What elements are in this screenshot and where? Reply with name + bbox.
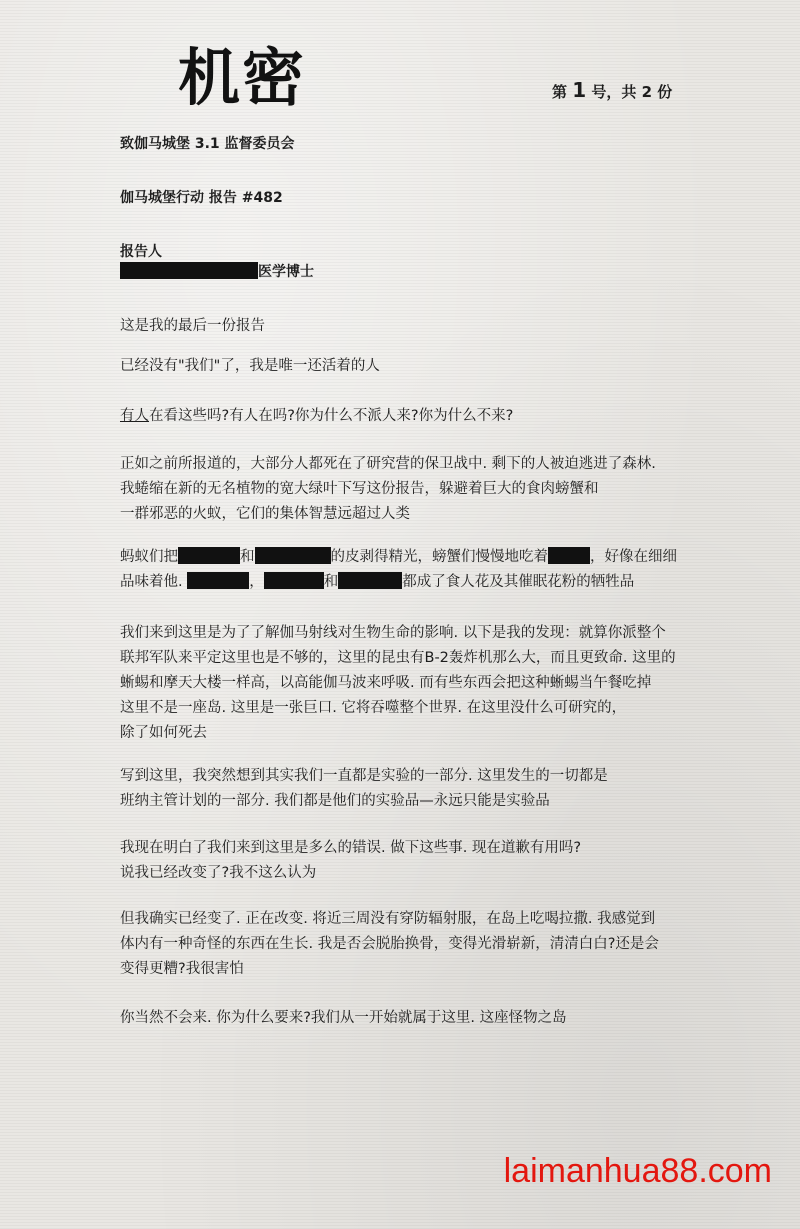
- paragraph-line: 但我确实已经变了. 正在改变. 将近三周没有穿防辐射服，在岛上吃喝拉撒. 我感觉到: [120, 911, 656, 927]
- redaction-bar: [178, 547, 240, 564]
- redaction-bar: [255, 547, 331, 564]
- paragraph-line: 这里不是一座岛. 这里是一张巨口. 它将吞噬整个世界. 在这里没什么可研究的，: [120, 700, 627, 716]
- paragraph-line: 正如之前所报道的，大部分人都死在了研究营的保卫战中. 剩下的人被迫逃进了森林.: [120, 456, 656, 472]
- text-fragment: 和: [323, 574, 339, 590]
- paragraph-line: [120, 545, 700, 570]
- paragraph-line: 变得更糟?我很害怕: [120, 961, 244, 977]
- paragraph-9: [120, 907, 700, 982]
- memo-to: 致伽马城堡 3.1 监督委员会: [120, 136, 295, 152]
- paragraph-3: [120, 404, 700, 429]
- redaction-bar: [264, 572, 324, 589]
- redaction-bar: [120, 262, 258, 279]
- paragraph-line: 班纳主管计划的一部分. 我们都是他们的实验品—永远只能是实验品: [120, 793, 550, 809]
- paragraph-line: 蜥蜴和摩天大楼一样高，以高能伽马波来呼吸. 而有些东西会把这种蜥蜴当午餐吃掉: [120, 675, 652, 691]
- paragraph-line: 我们来到这里是为了了解伽马射线对生物生命的影响. 以下是我的发现：就算你派整个: [120, 625, 666, 641]
- copy-prefix: 第: [552, 83, 568, 101]
- redaction-bar: [187, 572, 249, 589]
- paragraph-5: [120, 545, 700, 595]
- paragraph-1: 这是我的最后一份报告: [120, 318, 265, 334]
- paragraph-4: [120, 452, 700, 527]
- reporter-title: 医学博士: [258, 264, 314, 280]
- text-fragment: ，好像在细细: [590, 549, 677, 565]
- paragraph-3-text: 在看这些吗?有人在吗?你为什么不派人来?你为什么不来?: [149, 408, 514, 424]
- copy-number-value: 1: [572, 78, 587, 102]
- text-fragment: 都成了食人花及其催眠花粉的牺牲品: [402, 574, 635, 590]
- reporter-label: 报告人: [120, 244, 162, 260]
- underlined-text: 有人: [120, 408, 149, 424]
- redaction-bar: [548, 547, 590, 564]
- paragraph-line: 说我已经改变了?我不这么认为: [120, 865, 317, 881]
- copy-suffix: 号，共 2 份: [591, 83, 673, 101]
- paragraph-7: [120, 764, 700, 814]
- text-fragment: ，: [249, 574, 264, 590]
- paragraph-line: 联邦军队来平定这里也是不够的，这里的昆虫有B-2轰炸机那么大，而且更致命. 这里的: [120, 650, 676, 666]
- paragraph-8: [120, 836, 700, 886]
- paragraph-line: 我现在明白了我们来到这里是多么的错误. 做下这些事. 现在道歉有用吗?: [120, 840, 582, 856]
- paragraph-6: [120, 621, 700, 746]
- text-fragment: 蚂蚁们把: [120, 549, 178, 565]
- memo-subject: 伽马城堡行动 报告 #482: [120, 190, 283, 206]
- text-fragment: 品味着他.: [120, 574, 183, 590]
- watermark: laimanhua88.com: [503, 1152, 772, 1190]
- paragraph-line: 除了如何死去: [120, 725, 207, 741]
- text-fragment: 的皮剥得精光，螃蟹们慢慢地吃着: [330, 549, 548, 565]
- classified-stamp: 机密: [178, 41, 307, 114]
- paragraph-line: 一群邪恶的火蚁，它们的集体智慧远超过人类: [120, 506, 410, 522]
- copy-number: [552, 78, 672, 102]
- paragraph-line: 我蜷缩在新的无名植物的宽大绿叶下写这份报告，躲避着巨大的食肉螃蟹和: [120, 481, 599, 497]
- paragraph-10: 你当然不会来. 你为什么要来?我们从一开始就属于这里. 这座怪物之岛: [120, 1010, 567, 1026]
- paragraph-line: [120, 570, 700, 595]
- text-fragment: 和: [240, 549, 255, 565]
- paragraph-line: 写到这里，我突然想到其实我们一直都是实验的一部分. 这里发生的一切都是: [120, 768, 608, 784]
- redaction-bar: [338, 572, 402, 589]
- paragraph-2: 已经没有"我们"了，我是唯一还活着的人: [120, 358, 380, 374]
- reporter-line: [120, 261, 314, 281]
- paragraph-line: 体内有一种奇怪的东西在生长. 我是否会脱胎换骨，变得光滑崭新，清清白白?还是会: [120, 936, 659, 952]
